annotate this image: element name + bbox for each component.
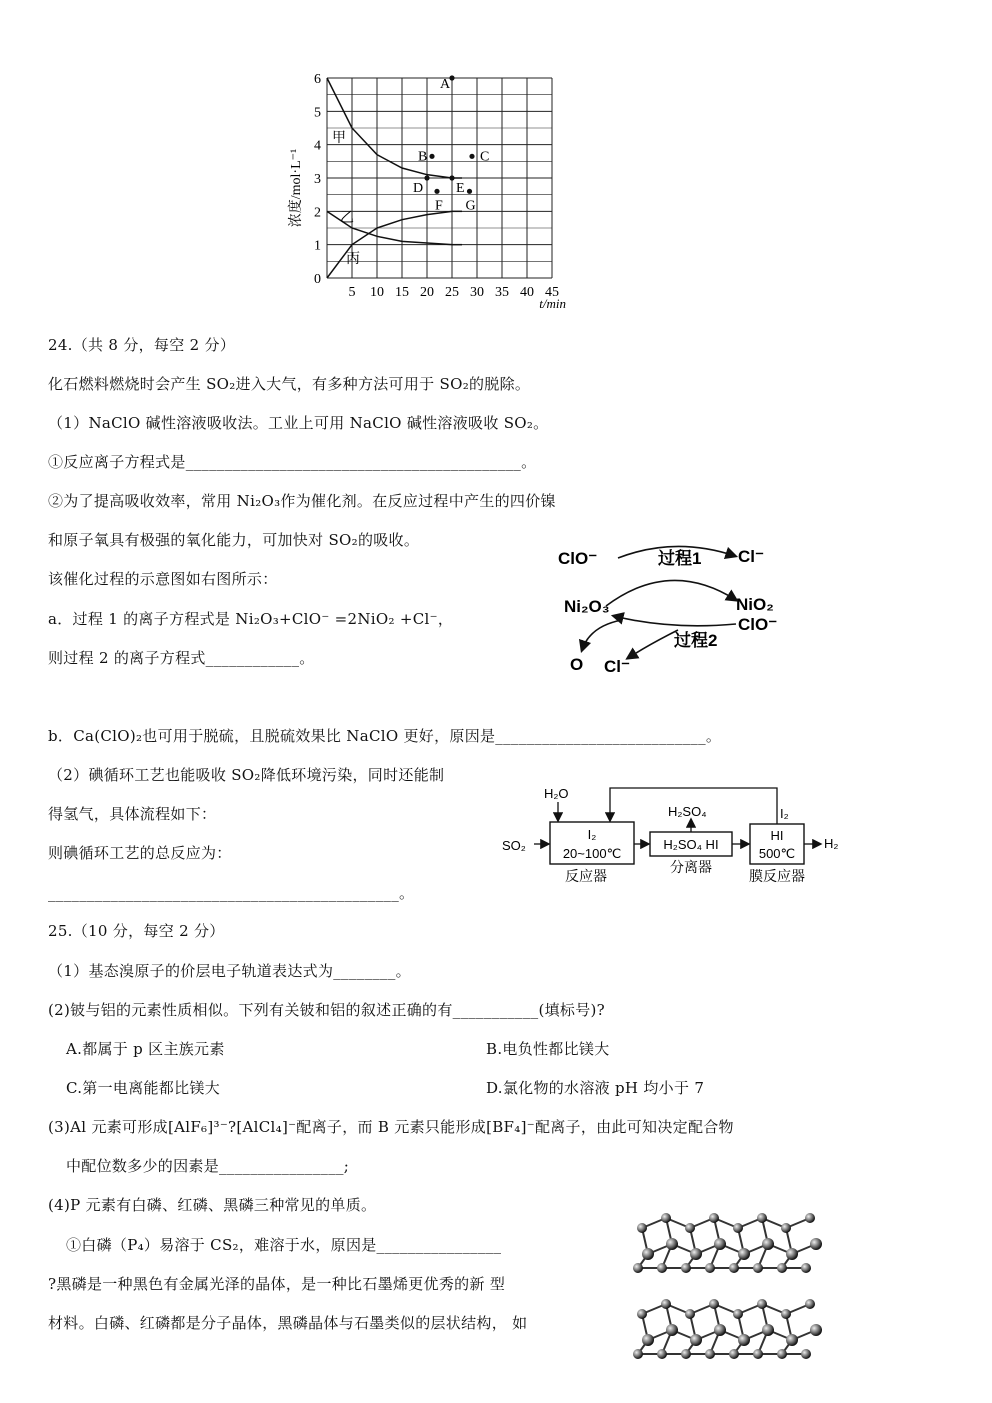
q25-part4: (4)P 元素有白磷、红磷、黑磷三种常见的单质。 [48, 1196, 377, 1214]
catalytic-cycle-diagram [550, 538, 790, 688]
q25-part2: (2)铍与铝的元素性质相似。下列有关铍和铝的叙述正确的有___________(填标号)? [48, 1001, 605, 1019]
x-tick-label: 40 [520, 285, 534, 300]
atom [685, 1309, 695, 1319]
atom [637, 1223, 647, 1233]
y-tick-label: 2 [314, 205, 321, 221]
concentration-chart [280, 68, 580, 318]
atom [805, 1299, 815, 1309]
q24-part2-cont: 得氢气，具体流程如下： [48, 805, 217, 823]
q25-part3: (3)Al 元素可形成[AlF₆]³⁻?[AlCl₄]⁻配离子，而 B 元素只能形成[BF₄]⁻配离子，由此可知决定配合物 [48, 1118, 734, 1136]
process1-label: 过程1 [658, 549, 702, 568]
atom [714, 1238, 726, 1250]
q24-part2c: 则碘循环工艺的总反应为： [48, 844, 232, 862]
atom [753, 1263, 763, 1273]
q24-part1: （1）NaClO 碱性溶液吸收法。工业上可用 NaClO 碱性溶液吸收 SO₂。 [48, 414, 549, 432]
curve-label-bing: 丙 [346, 252, 360, 267]
atom [801, 1263, 811, 1273]
atom [633, 1263, 643, 1273]
atom [805, 1213, 815, 1223]
q25-option-a: A.都属于 p 区主族元素 [66, 1040, 225, 1058]
clo-top-label: ClO⁻ [558, 549, 598, 568]
i2-return-label: I₂ [780, 806, 789, 821]
x-tick-label: 5 [348, 285, 356, 300]
point-g [467, 189, 472, 194]
chart-grid [327, 78, 552, 278]
q24-part1c: 该催化过程的示意图如右图所示： [48, 570, 278, 588]
atom [681, 1349, 691, 1359]
q24-intro: 化石燃料燃烧时会产生 SO₂进入大气，有多种方法可用于 SO₂的脱除。 [48, 375, 531, 393]
process2-label: 过程2 [674, 631, 718, 650]
point-c [469, 154, 474, 159]
atom [781, 1309, 791, 1319]
atom [681, 1263, 691, 1273]
atom [810, 1324, 822, 1336]
point-label-a: A [440, 77, 451, 92]
black-phosphorus-structure-image [632, 1212, 832, 1372]
point-b [429, 154, 434, 159]
point-label-b: B [418, 149, 428, 165]
atom [661, 1213, 671, 1223]
membrane-line1: HI [770, 828, 784, 843]
x-tick-label: 35 [495, 285, 509, 300]
point-a [449, 75, 454, 80]
atom [786, 1248, 798, 1260]
y-tick-label: 5 [314, 105, 321, 121]
q25-part4b: ?黑磷是一种黑色有金属光泽的晶体，是一种比石墨烯更优秀的新 型 [48, 1275, 506, 1293]
q24-part2: （2）碘循环工艺也能吸收 SO₂降低环境污染，同时还能制 [48, 766, 445, 784]
h2o-label: H₂O [544, 786, 569, 801]
y-tick-label: 3 [314, 172, 321, 187]
atom [777, 1263, 787, 1273]
atom [810, 1238, 822, 1250]
atom [753, 1349, 763, 1359]
reactor-caption: 反应器 [565, 868, 607, 884]
point-label-f: F [435, 198, 443, 214]
q24-part1b: ②为了提高吸收效率，常用 Ni₂O₃作为催化剂。在反应过程中产生的四价镍 [48, 492, 556, 510]
point-e [449, 175, 454, 180]
atom [633, 1349, 643, 1359]
point-label-e: E [456, 181, 465, 196]
atom [729, 1349, 739, 1359]
atom [685, 1223, 695, 1233]
atom [733, 1223, 743, 1233]
q24-part1a: ①反应离子方程式是___________________________________________。 [48, 453, 537, 471]
atom [661, 1299, 671, 1309]
q25-part1: （1）基态溴原子的价层电子轨道表达式为________。 [48, 962, 411, 980]
atom [690, 1334, 702, 1346]
y-axis-label: 浓度/mol·L⁻¹ [289, 148, 304, 228]
ni2o3-label: Ni₂O₃ [564, 597, 610, 616]
point-label-c: C [480, 149, 490, 165]
to-cl-arrow [628, 630, 678, 658]
point-label-d: D [413, 181, 424, 196]
cl-top-label: Cl⁻ [738, 547, 764, 566]
atom [709, 1213, 719, 1223]
y-tick-label: 0 [314, 272, 321, 287]
atom [801, 1349, 811, 1359]
atom [762, 1324, 774, 1336]
atom [705, 1349, 715, 1359]
x-tick-label: 10 [370, 285, 384, 300]
point-d [424, 175, 429, 180]
q24-part-a: a．过程 1 的离子方程式是 Ni₂O₃+ClO⁻ =2NiO₂ +Cl⁻， [48, 610, 454, 628]
y-tick-label: 4 [314, 138, 321, 154]
separator-line1: H₂SO₄ HI [663, 837, 719, 852]
atom [757, 1299, 767, 1309]
cl-bottom-label: Cl⁻ [604, 657, 630, 676]
atom [777, 1349, 787, 1359]
x-tick-label: 25 [445, 285, 459, 300]
q25-part4a: ①白磷（P₄）易溶于 CS₂，难溶于水，原因是________________ [66, 1236, 502, 1254]
point-f [434, 189, 439, 194]
nio2-label: NiO₂ [736, 595, 774, 614]
atom [709, 1299, 719, 1309]
q24-part-a-cont: 则过程 2 的离子方程式____________。 [48, 649, 315, 667]
q25-option-b: B.电负性都比镁大 [486, 1040, 610, 1058]
atom [781, 1223, 791, 1233]
atom [729, 1263, 739, 1273]
q25-part4c: 材料。白磷、红磷都是分子晶体，黑磷晶体与石墨类似的层状结构， 如 [48, 1314, 528, 1332]
q24-part1b-cont: 和原子氧具有极强的氧化能力，可加快对 SO₂的吸收。 [48, 531, 420, 549]
q25-option-d: D.氯化物的水溶液 pH 均小于 7 [486, 1079, 705, 1097]
membrane-line2: 500℃ [758, 846, 796, 861]
atom [738, 1334, 750, 1346]
atom [642, 1248, 654, 1260]
q25-part3-cont: 中配位数多少的因素是________________; [66, 1157, 350, 1175]
iodine-cycle-flowchart [498, 780, 848, 890]
curve-label-jia: 甲 [332, 131, 346, 146]
x-tick-label: 20 [420, 285, 434, 300]
atom [657, 1349, 667, 1359]
atom [714, 1324, 726, 1336]
h2-output-label: H₂ [824, 836, 839, 851]
x-tick-label: 15 [395, 285, 409, 300]
atom [733, 1309, 743, 1319]
atom [666, 1238, 678, 1250]
y-tick-label: 1 [314, 238, 321, 254]
y-tick-label: 6 [314, 72, 321, 87]
x-tick-label: 30 [470, 285, 484, 300]
q24-header: 24.（共 8 分，每空 2 分） [48, 336, 236, 354]
ni2o3-to-nio2-arrow [606, 580, 736, 606]
q25-header: 25.（10 分，每空 2 分） [48, 922, 225, 940]
atom [657, 1263, 667, 1273]
point-label-g: G [465, 198, 476, 214]
nio2-to-ni2o3-arrow [614, 616, 736, 626]
o-label: O [570, 655, 584, 674]
curve-label-yi: 乙 [340, 211, 354, 226]
q24-part-b: b．Ca(ClO)₂也可用于脱硫，且脱硫效果比 NaClO 更好，原因是___________________________。 [48, 727, 722, 745]
h2so4-output-label: H₂SO₄ [668, 804, 707, 819]
atom [666, 1324, 678, 1336]
atom [637, 1309, 647, 1319]
atom [690, 1248, 702, 1260]
x-axis-label: t/min [539, 296, 566, 311]
atom [705, 1263, 715, 1273]
atom [786, 1334, 798, 1346]
q24-part2-answer: _____________________________________________。 [48, 884, 415, 902]
atom [642, 1334, 654, 1346]
atom [757, 1213, 767, 1223]
clo-right-label: ClO⁻ [738, 615, 778, 634]
to-o-arrow [582, 620, 622, 650]
x-tick-label: 45 [545, 285, 559, 300]
q25-option-c: C.第一电离能都比镁大 [66, 1079, 221, 1097]
so2-input-label: SO₂ [502, 838, 526, 853]
atom [738, 1248, 750, 1260]
membrane-caption: 膜反应器 [749, 868, 805, 884]
separator-caption: 分离器 [670, 859, 712, 875]
reactor-line2: 20~100℃ [562, 846, 622, 861]
atom [762, 1238, 774, 1250]
reactor-line1: I₂ [587, 827, 597, 842]
